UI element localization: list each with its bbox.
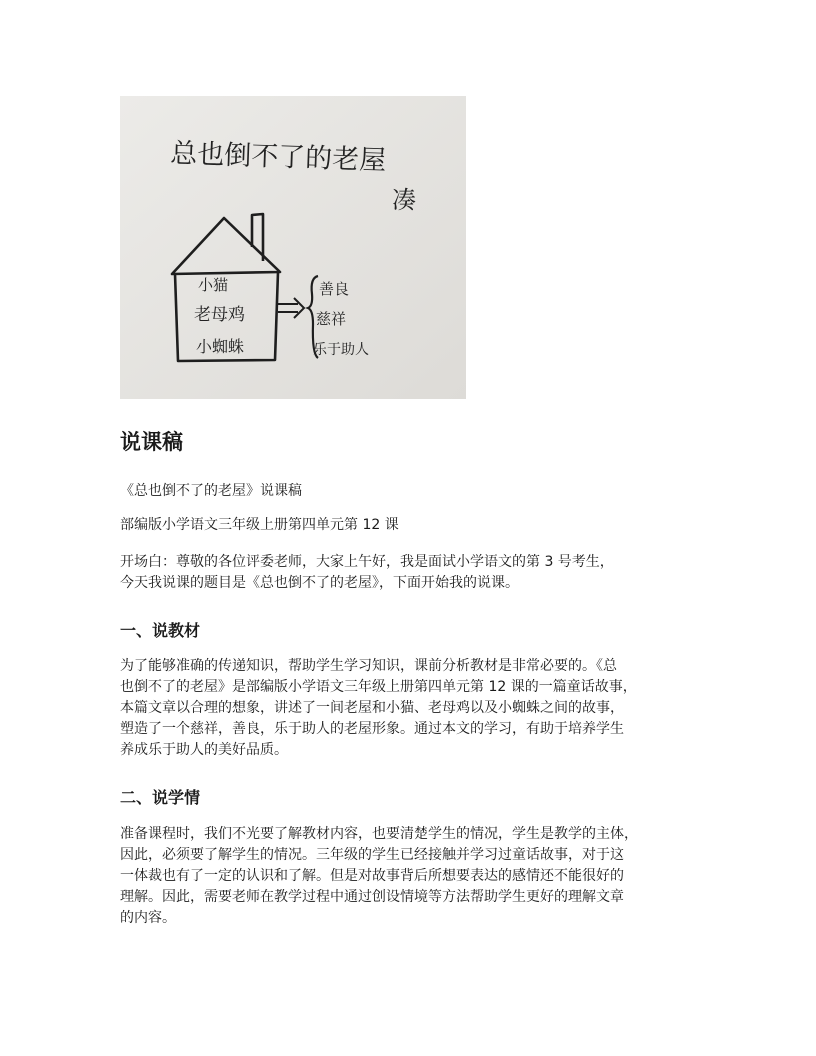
paragraph-line: 因此，必须要了解学生的情况。三年级的学生已经接触并学习过童话故事，对于这 — [120, 847, 624, 863]
sketch-item-2: 老母鸡 — [194, 305, 245, 325]
house-sketch-drawing — [120, 96, 466, 399]
handwritten-sketch-photo — [120, 96, 466, 399]
sketch-item-1: 小猫 — [198, 276, 229, 294]
opening-line: 今天我说课的题目是《总也倒不了的老屋》，下面开始我的说课。 — [120, 575, 519, 591]
lesson-title: 《总也倒不了的老屋》说课稿 — [120, 483, 302, 499]
section-heading-students: 二、说学情 — [120, 788, 201, 807]
paragraph-line: 也倒不了的老屋》是部编版小学语文三年级上册第四单元第 12 课的一篇童话故事， — [120, 679, 637, 695]
sketch-quality-2: 慈祥 — [316, 310, 347, 328]
paragraph-line: 准备课程时，我们不光要了解教材内容，也要清楚学生的情况，学生是教学的主体， — [120, 826, 638, 842]
paragraph-line: 养成乐于助人的美好品质。 — [120, 742, 288, 758]
textbook-paragraph — [120, 656, 705, 761]
sketch-author-mark: 凑 — [392, 186, 416, 214]
sketch-item-3: 小蜘蛛 — [196, 337, 245, 356]
opening-paragraph — [120, 552, 705, 594]
document-heading: 说课稿 — [120, 430, 183, 454]
sketch-quality-1: 善良 — [319, 280, 350, 298]
sketch-quality-3: 乐于助人 — [313, 342, 369, 358]
sketch-title: 总也倒不了的老屋 — [169, 138, 387, 177]
section-heading-textbook: 一、说教材 — [120, 621, 201, 640]
paragraph-line: 塑造了一个慈祥，善良，乐于助人的老屋形象。通过本文的学习，有助于培养学生 — [120, 721, 624, 737]
paragraph-line: 一体裁也有了一定的认识和了解。但是对故事背后所想要表达的感情还不能很好的 — [120, 868, 624, 884]
lesson-source: 部编版小学语文三年级上册第四单元第 12 课 — [120, 517, 399, 533]
paragraph-line: 为了能够准确的传递知识，帮助学生学习知识，课前分析教材是非常必要的。《总 — [120, 658, 617, 674]
students-paragraph — [120, 824, 705, 929]
paragraph-line: 本篇文章以合理的想象，讲述了一间老屋和小猫、老母鸡以及小蜘蛛之间的故事， — [120, 700, 624, 716]
opening-line: 开场白：尊敬的各位评委老师，大家上午好，我是面试小学语文的第 3 号考生， — [120, 554, 614, 570]
paragraph-line: 的内容。 — [120, 910, 176, 926]
paragraph-line: 理解。因此，需要老师在教学过程中通过创设情境等方法帮助学生更好的理解文章 — [120, 889, 624, 905]
